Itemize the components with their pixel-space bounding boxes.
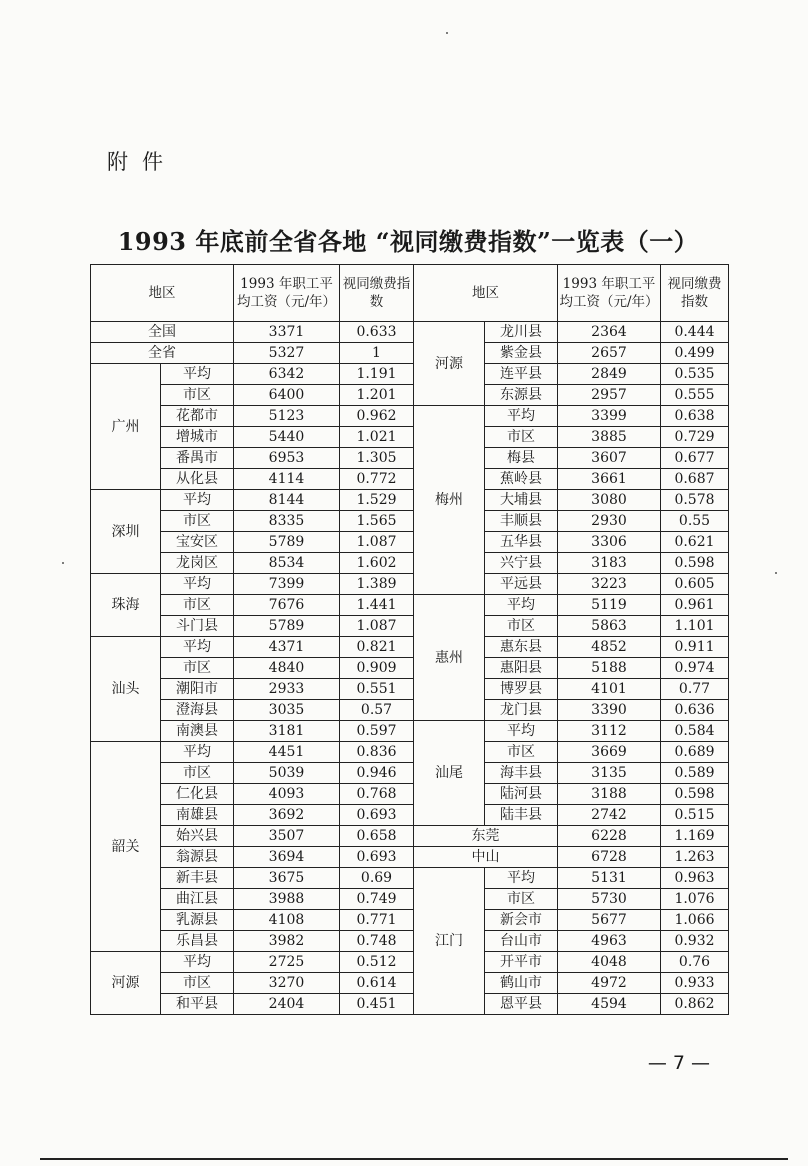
header-region-left: 地区 [91, 265, 234, 322]
salary-cell: 4108 [234, 910, 340, 931]
subregion-cell: 市区 [161, 511, 234, 532]
salary-cell: 7676 [234, 595, 340, 616]
index-cell: 0.621 [661, 532, 729, 553]
index-cell: 1.021 [340, 427, 414, 448]
index-cell: 0.578 [661, 490, 729, 511]
salary-cell: 3135 [558, 763, 661, 784]
subregion-cell: 台山市 [485, 931, 558, 952]
contribution-index-table [90, 264, 729, 1015]
table-row [91, 742, 729, 763]
index-cell: 1.201 [340, 385, 414, 406]
subregion-cell: 平均 [485, 595, 558, 616]
subregion-cell: 市区 [485, 427, 558, 448]
salary-cell: 3988 [234, 889, 340, 910]
table-row [91, 427, 729, 448]
region-cell: 广州 [91, 364, 161, 490]
salary-cell: 3692 [234, 805, 340, 826]
salary-cell: 3306 [558, 532, 661, 553]
index-cell: 0.749 [340, 889, 414, 910]
table-row [91, 889, 729, 910]
region-cell: 汕尾 [414, 721, 485, 826]
index-cell: 0.551 [340, 679, 414, 700]
table-row [91, 385, 729, 406]
subregion-cell: 南澳县 [161, 721, 234, 742]
index-cell: 1.076 [661, 889, 729, 910]
table-row [91, 406, 729, 427]
salary-cell: 3669 [558, 742, 661, 763]
region-cell: 全国 [91, 322, 234, 343]
subregion-cell: 惠东县 [485, 637, 558, 658]
subregion-cell: 平均 [161, 490, 234, 511]
index-cell: 1.066 [661, 910, 729, 931]
index-cell: 1.087 [340, 616, 414, 637]
salary-cell: 3223 [558, 574, 661, 595]
subregion-cell: 平均 [161, 574, 234, 595]
table-row [91, 469, 729, 490]
subregion-cell: 大埔县 [485, 490, 558, 511]
salary-cell: 3035 [234, 700, 340, 721]
salary-cell: 6728 [558, 847, 661, 868]
index-cell: 1.087 [340, 532, 414, 553]
subregion-cell: 斗门县 [161, 616, 234, 637]
index-cell: 0.535 [661, 364, 729, 385]
index-cell: 0.693 [340, 805, 414, 826]
region-cell: 韶关 [91, 742, 161, 952]
index-cell: 0.911 [661, 637, 729, 658]
salary-cell: 5123 [234, 406, 340, 427]
header-salary-right: 1993 年职工平均工资（元/年） [558, 265, 661, 322]
index-cell: 0.961 [661, 595, 729, 616]
index-cell: 0.771 [340, 910, 414, 931]
index-cell: 0.932 [661, 931, 729, 952]
table-row [91, 868, 729, 889]
salary-cell: 2742 [558, 805, 661, 826]
index-cell: 0.589 [661, 763, 729, 784]
table-row [91, 847, 729, 868]
salary-cell: 3661 [558, 469, 661, 490]
scan-speck [446, 32, 448, 34]
index-cell: 0.555 [661, 385, 729, 406]
salary-cell: 6342 [234, 364, 340, 385]
index-cell: 0.76 [661, 952, 729, 973]
index-cell: 0.55 [661, 511, 729, 532]
region-cell: 江门 [414, 868, 485, 1015]
index-cell: 0.974 [661, 658, 729, 679]
table-row [91, 931, 729, 952]
index-cell: 1.191 [340, 364, 414, 385]
index-cell: 0.946 [340, 763, 414, 784]
subregion-cell: 始兴县 [161, 826, 234, 847]
header-index-right: 视同缴费指数 [661, 265, 729, 322]
subregion-cell: 陆丰县 [485, 805, 558, 826]
table-row [91, 952, 729, 973]
subregion-cell: 市区 [161, 595, 234, 616]
salary-cell: 4114 [234, 469, 340, 490]
table-row [91, 826, 729, 847]
salary-cell: 4093 [234, 784, 340, 805]
region-cell: 中山 [414, 847, 558, 868]
subregion-cell: 惠阳县 [485, 658, 558, 679]
salary-cell: 3270 [234, 973, 340, 994]
subregion-cell: 市区 [485, 889, 558, 910]
salary-cell: 5188 [558, 658, 661, 679]
index-cell: 0.597 [340, 721, 414, 742]
table-row [91, 616, 729, 637]
subregion-cell: 市区 [161, 763, 234, 784]
salary-cell: 2957 [558, 385, 661, 406]
subregion-cell: 五华县 [485, 532, 558, 553]
index-cell: 0.836 [340, 742, 414, 763]
table-row [91, 910, 729, 931]
salary-cell: 7399 [234, 574, 340, 595]
subregion-cell: 南雄县 [161, 805, 234, 826]
subregion-cell: 紫金县 [485, 343, 558, 364]
subregion-cell: 龙川县 [485, 322, 558, 343]
page-number: — 7 — [647, 1052, 710, 1074]
salary-cell: 2849 [558, 364, 661, 385]
index-cell: 0.821 [340, 637, 414, 658]
subregion-cell: 花都市 [161, 406, 234, 427]
salary-cell: 5789 [234, 616, 340, 637]
subregion-cell: 新会市 [485, 910, 558, 931]
index-cell: 1.389 [340, 574, 414, 595]
salary-cell: 3675 [234, 868, 340, 889]
salary-cell: 4101 [558, 679, 661, 700]
table-row [91, 343, 729, 364]
salary-cell: 4972 [558, 973, 661, 994]
subregion-cell: 市区 [161, 973, 234, 994]
table-row [91, 763, 729, 784]
index-cell: 0.963 [661, 868, 729, 889]
table-row [91, 637, 729, 658]
region-cell: 汕头 [91, 637, 161, 742]
attachment-label: 附件 [107, 150, 177, 174]
salary-cell: 5677 [558, 910, 661, 931]
table-row [91, 553, 729, 574]
subregion-cell: 乳源县 [161, 910, 234, 931]
index-cell: 1.263 [661, 847, 729, 868]
table-body [91, 322, 729, 1015]
index-cell: 1.529 [340, 490, 414, 511]
subregion-cell: 平均 [485, 721, 558, 742]
salary-cell: 5863 [558, 616, 661, 637]
index-cell: 0.689 [661, 742, 729, 763]
table-header-row [91, 265, 729, 322]
salary-cell: 5730 [558, 889, 661, 910]
subregion-cell: 潮阳市 [161, 679, 234, 700]
salary-cell: 4963 [558, 931, 661, 952]
table-row [91, 658, 729, 679]
scan-speck [62, 562, 64, 564]
table-row [91, 700, 729, 721]
salary-cell: 6400 [234, 385, 340, 406]
table-row [91, 364, 729, 385]
table-row [91, 784, 729, 805]
subregion-cell: 恩平县 [485, 994, 558, 1015]
index-cell: 0.772 [340, 469, 414, 490]
subregion-cell: 平均 [161, 742, 234, 763]
table-row [91, 574, 729, 595]
salary-cell: 3399 [558, 406, 661, 427]
salary-cell: 2933 [234, 679, 340, 700]
subregion-cell: 市区 [161, 385, 234, 406]
salary-cell: 5440 [234, 427, 340, 448]
subregion-cell: 仁化县 [161, 784, 234, 805]
subregion-cell: 平均 [485, 406, 558, 427]
salary-cell: 5039 [234, 763, 340, 784]
subregion-cell: 陆河县 [485, 784, 558, 805]
subregion-cell: 市区 [161, 658, 234, 679]
table-row [91, 805, 729, 826]
index-cell: 1.101 [661, 616, 729, 637]
index-cell: 0.444 [661, 322, 729, 343]
index-cell: 0.933 [661, 973, 729, 994]
salary-cell: 3112 [558, 721, 661, 742]
index-cell: 0.451 [340, 994, 414, 1015]
salary-cell: 8144 [234, 490, 340, 511]
subregion-cell: 平远县 [485, 574, 558, 595]
footer-rule [40, 1158, 788, 1160]
salary-cell: 4048 [558, 952, 661, 973]
index-cell: 0.57 [340, 700, 414, 721]
subregion-cell: 连平县 [485, 364, 558, 385]
subregion-cell: 新丰县 [161, 868, 234, 889]
region-cell: 河源 [414, 322, 485, 406]
region-cell: 梅州 [414, 406, 485, 595]
subregion-cell: 鹤山市 [485, 973, 558, 994]
table-row [91, 973, 729, 994]
document-title: 1993 年底前全省各地 “视同缴费指数”一览表（一） [117, 227, 699, 256]
subregion-cell: 海丰县 [485, 763, 558, 784]
index-cell: 0.605 [661, 574, 729, 595]
salary-cell: 3183 [558, 553, 661, 574]
index-cell: 0.515 [661, 805, 729, 826]
salary-cell: 2404 [234, 994, 340, 1015]
subregion-cell: 博罗县 [485, 679, 558, 700]
salary-cell: 6953 [234, 448, 340, 469]
salary-cell: 4840 [234, 658, 340, 679]
table-row [91, 679, 729, 700]
index-cell: 0.636 [661, 700, 729, 721]
salary-cell: 2930 [558, 511, 661, 532]
salary-cell: 5327 [234, 343, 340, 364]
region-cell: 全省 [91, 343, 234, 364]
subregion-cell: 曲江县 [161, 889, 234, 910]
subregion-cell: 市区 [485, 742, 558, 763]
index-cell: 0.862 [661, 994, 729, 1015]
index-cell: 0.598 [661, 553, 729, 574]
subregion-cell: 乐昌县 [161, 931, 234, 952]
index-cell: 0.729 [661, 427, 729, 448]
salary-cell: 3607 [558, 448, 661, 469]
index-cell: 0.962 [340, 406, 414, 427]
subregion-cell: 梅县 [485, 448, 558, 469]
index-cell: 0.638 [661, 406, 729, 427]
table-row [91, 490, 729, 511]
header-salary-left: 1993 年职工平均工资（元/年） [234, 265, 340, 322]
index-cell: 0.633 [340, 322, 414, 343]
salary-cell: 3694 [234, 847, 340, 868]
salary-cell: 3507 [234, 826, 340, 847]
region-cell: 河源 [91, 952, 161, 1015]
region-cell: 东莞 [414, 826, 558, 847]
salary-cell: 3181 [234, 721, 340, 742]
salary-cell: 2364 [558, 322, 661, 343]
subregion-cell: 平均 [161, 637, 234, 658]
table-row [91, 721, 729, 742]
salary-cell: 3885 [558, 427, 661, 448]
salary-cell: 3982 [234, 931, 340, 952]
region-cell: 珠海 [91, 574, 161, 637]
subregion-cell: 平均 [485, 868, 558, 889]
salary-cell: 3390 [558, 700, 661, 721]
index-cell: 0.687 [661, 469, 729, 490]
salary-cell: 8534 [234, 553, 340, 574]
subregion-cell: 从化县 [161, 469, 234, 490]
table-row [91, 322, 729, 343]
subregion-cell: 番禺市 [161, 448, 234, 469]
salary-cell: 5119 [558, 595, 661, 616]
index-cell: 1.565 [340, 511, 414, 532]
region-cell: 深圳 [91, 490, 161, 574]
index-cell: 1.602 [340, 553, 414, 574]
salary-cell: 6228 [558, 826, 661, 847]
index-cell: 0.512 [340, 952, 414, 973]
table-row [91, 595, 729, 616]
index-cell: 0.584 [661, 721, 729, 742]
subregion-cell: 开平市 [485, 952, 558, 973]
salary-cell: 8335 [234, 511, 340, 532]
salary-cell: 4371 [234, 637, 340, 658]
index-cell: 0.598 [661, 784, 729, 805]
index-cell: 0.614 [340, 973, 414, 994]
salary-cell: 5789 [234, 532, 340, 553]
index-cell: 0.499 [661, 343, 729, 364]
salary-cell: 3080 [558, 490, 661, 511]
table-row [91, 511, 729, 532]
subregion-cell: 兴宁县 [485, 553, 558, 574]
index-cell: 0.909 [340, 658, 414, 679]
index-cell: 0.693 [340, 847, 414, 868]
subregion-cell: 龙门县 [485, 700, 558, 721]
index-cell: 1 [340, 343, 414, 364]
table-row [91, 532, 729, 553]
subregion-cell: 翁源县 [161, 847, 234, 868]
subregion-cell: 增城市 [161, 427, 234, 448]
subregion-cell: 市区 [485, 616, 558, 637]
salary-cell: 5131 [558, 868, 661, 889]
index-cell: 0.768 [340, 784, 414, 805]
salary-cell: 3188 [558, 784, 661, 805]
table-row [91, 994, 729, 1015]
header-index-left: 视同缴费指数 [340, 265, 414, 322]
subregion-cell: 蕉岭县 [485, 469, 558, 490]
table-row [91, 448, 729, 469]
index-cell: 0.748 [340, 931, 414, 952]
salary-cell: 2725 [234, 952, 340, 973]
salary-cell: 2657 [558, 343, 661, 364]
scan-speck [775, 572, 777, 574]
index-cell: 0.658 [340, 826, 414, 847]
subregion-cell: 平均 [161, 952, 234, 973]
subregion-cell: 和平县 [161, 994, 234, 1015]
salary-cell: 3371 [234, 322, 340, 343]
index-cell: 1.169 [661, 826, 729, 847]
index-cell: 1.441 [340, 595, 414, 616]
salary-cell: 4451 [234, 742, 340, 763]
header-region-right: 地区 [414, 265, 558, 322]
region-cell: 惠州 [414, 595, 485, 721]
subregion-cell: 东源县 [485, 385, 558, 406]
index-cell: 1.305 [340, 448, 414, 469]
subregion-cell: 宝安区 [161, 532, 234, 553]
index-cell: 0.69 [340, 868, 414, 889]
salary-cell: 4594 [558, 994, 661, 1015]
subregion-cell: 丰顺县 [485, 511, 558, 532]
subregion-cell: 平均 [161, 364, 234, 385]
index-cell: 0.77 [661, 679, 729, 700]
index-cell: 0.677 [661, 448, 729, 469]
salary-cell: 4852 [558, 637, 661, 658]
subregion-cell: 澄海县 [161, 700, 234, 721]
subregion-cell: 龙岗区 [161, 553, 234, 574]
